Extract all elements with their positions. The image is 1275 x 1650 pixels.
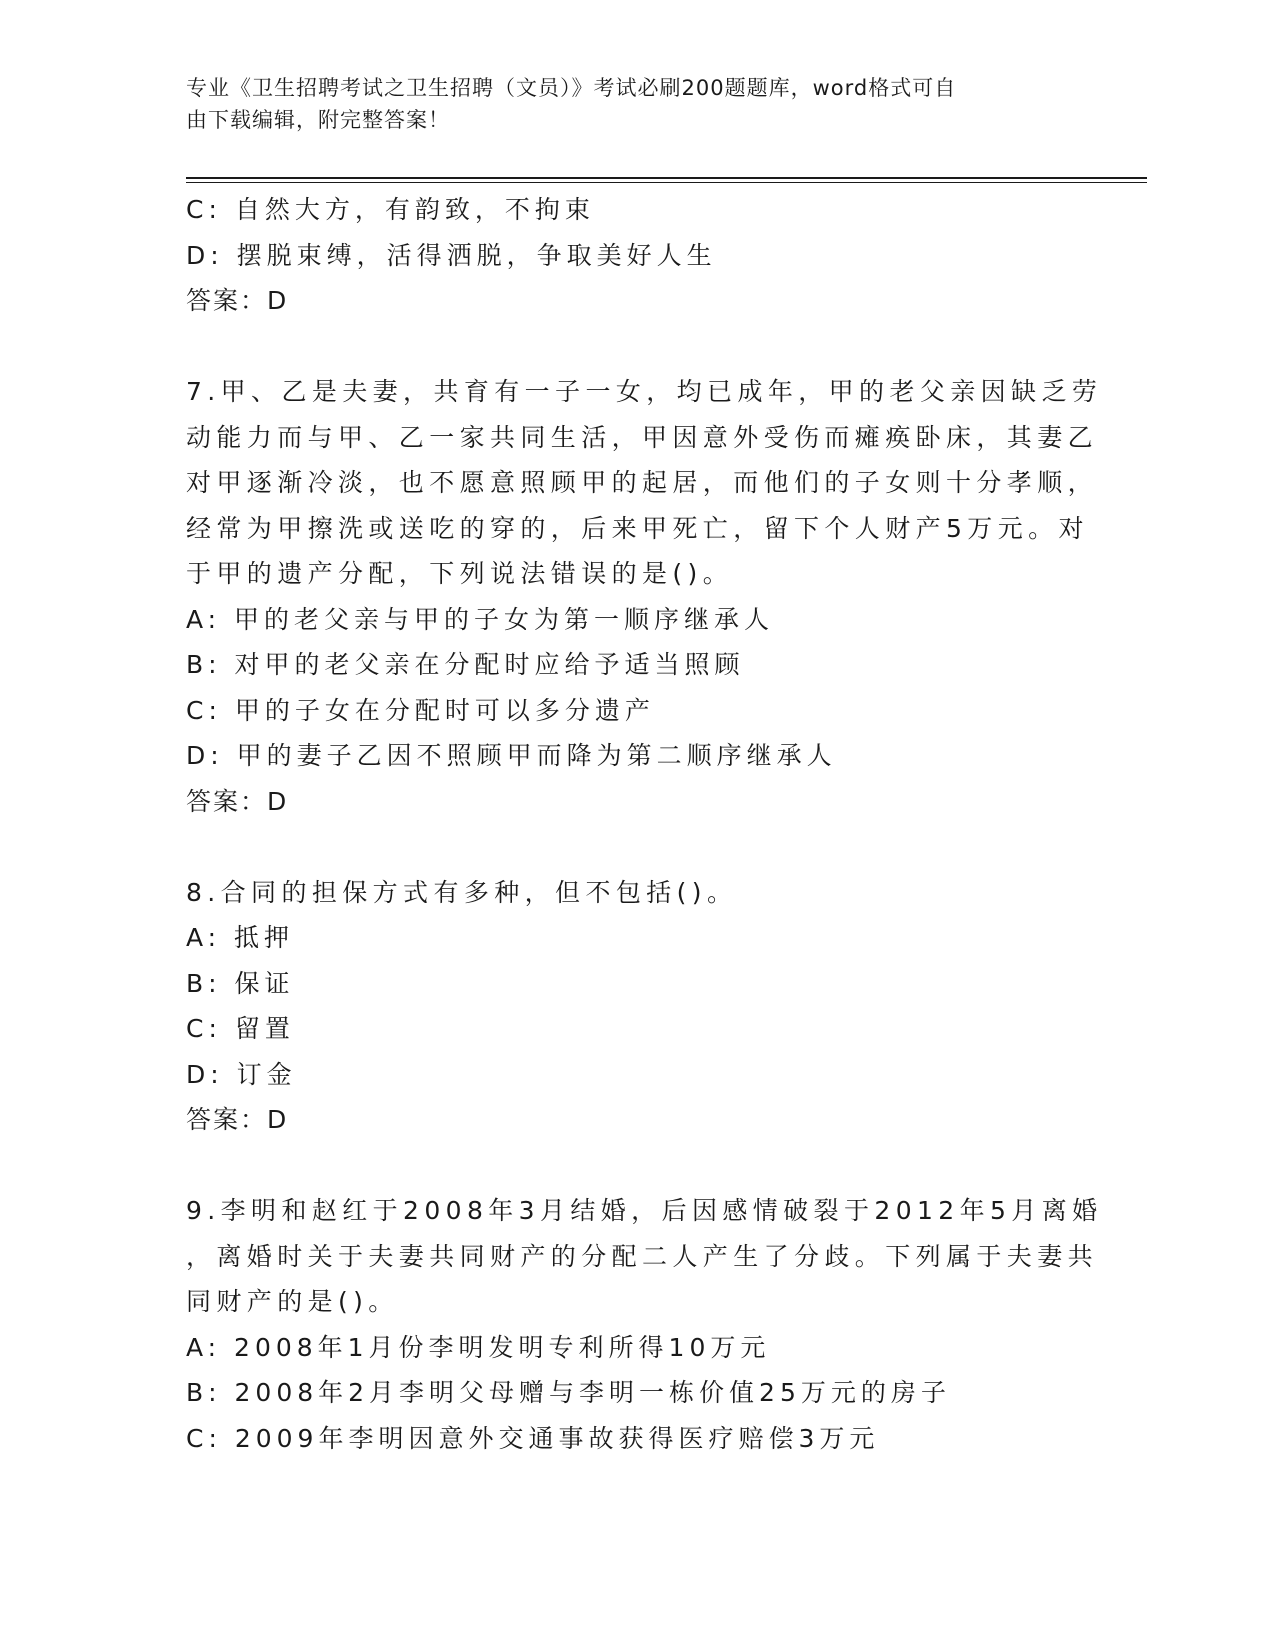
spacer — [186, 324, 1066, 370]
q7-answer: 答案：D — [186, 786, 289, 816]
question-9 — [186, 1188, 1103, 1461]
q7-stem-line: 对甲逐渐冷淡，也不愿意照顾甲的起居，而他们的子女则十分孝顺， — [186, 468, 1099, 497]
q9-stem-line: 9.李明和赵红于2008年3月结婚，后因感情破裂于2012年5月离婚 — [186, 1196, 1103, 1225]
q7-stem-line: 于甲的遗产分配，下列说法错误的是()。 — [186, 559, 734, 588]
q7-option-d: D: 甲的妻子乙因不照顾甲而降为第二顺序继承人 — [186, 741, 837, 770]
question-7 — [186, 369, 1103, 824]
q8-option-b: B: 保证 — [186, 968, 295, 998]
header-line-2: 由下载编辑，附完整答案！ — [186, 108, 450, 132]
q6-answer: 答案：D — [186, 286, 289, 315]
q9-option-a: A: 2008年1月份李明发明专利所得10万元 — [186, 1332, 771, 1362]
q8-option-d: D: 订金 — [186, 1059, 297, 1089]
q6-option-c: C: 自然大方，有韵致，不拘束 — [186, 195, 595, 224]
q7-option-a: A: 甲的老父亲与甲的子女为第一顺序继承人 — [186, 604, 775, 634]
q8-option-a: A: 抵押 — [186, 923, 295, 952]
spacer — [186, 824, 1066, 870]
q9-option-b: B: 2008年2月李明父母赠与李明一栋价值25万元的房子 — [186, 1378, 951, 1407]
q7-option-b: B: 对甲的老父亲在分配时应给予适当照顾 — [186, 650, 745, 679]
question-content — [186, 187, 1103, 1461]
question-6 — [186, 187, 1066, 324]
q9-stem-line: ，离婚时关于夫妻共同财产的分配二人产生了分歧。下列属于夫妻共 — [186, 1241, 1099, 1271]
q8-stem: 8.合同的担保方式有多种，但不包括()。 — [186, 877, 738, 907]
q8-answer: 答案：D — [186, 1105, 289, 1134]
header-divider-thick — [186, 177, 1147, 179]
q7-stem-line: 动能力而与甲、乙一家共同生活，甲因意外受伤而瘫痪卧床，其妻乙 — [186, 422, 1099, 452]
q9-stem-line: 同财产的是()。 — [186, 1287, 399, 1316]
q9-option-c: C: 2009年李明因意外交通事故获得医疗赔偿3万元 — [186, 1423, 880, 1453]
spacer — [186, 1143, 1066, 1189]
header-divider-thin — [186, 182, 1147, 183]
q7-option-c: C: 甲的子女在分配时可以多分遗产 — [186, 695, 655, 725]
document-header — [186, 72, 1066, 136]
q6-option-d: D: 摆脱束缚，活得洒脱，争取美好人生 — [186, 240, 717, 270]
question-8 — [186, 870, 1066, 1143]
header-line-1: 专业《卫生招聘考试之卫生招聘（文员）》考试必刷200题题库，word格式可自 — [186, 76, 957, 100]
q7-stem-line: 7.甲、乙是夫妻，共育有一子一女，均已成年，甲的老父亲因缺乏劳 — [186, 377, 1103, 406]
q8-option-c: C: 留置 — [186, 1014, 295, 1043]
q7-stem-line: 经常为甲擦洗或送吃的穿的，后来甲死亡，留下个人财产5万元。对 — [186, 513, 1089, 543]
